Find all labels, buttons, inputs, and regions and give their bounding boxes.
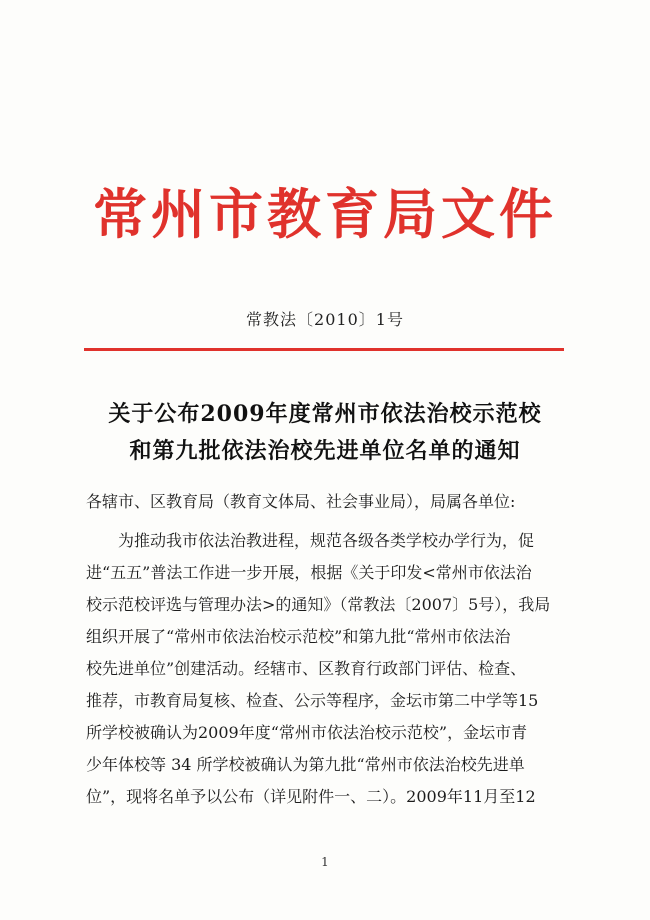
paragraph-line: 所学校被确认为2009年度“常州市依法治校示范校”，金坛市青	[86, 723, 528, 742]
paragraph-line: 少年体校等 34 所学校被确认为第九批“常州市依法治校先进单	[86, 755, 525, 774]
red-divider-line	[84, 348, 564, 351]
notice-title-line-2: 和第九批依法治校先进单位名单的通知	[129, 438, 521, 464]
paragraph-line: 推荐，市教育局复核、检查、公示等程序，金坛市第二中学等15	[86, 691, 539, 710]
paragraph-line: 进“五五”普法工作进一步开展，根据《关于印发<常州市依法治	[86, 563, 532, 582]
document-masthead: 常州市教育局文件	[93, 183, 557, 246]
salutation: 各辖市、区教育局（教育文体局、社会事业局），局属各单位:	[86, 492, 516, 511]
document-number: 常教法〔2010〕1号	[246, 310, 404, 329]
paragraph-line: 位”，现将名单予以公布（详见附件一、二）。2009年11月至12	[86, 787, 536, 806]
notice-title-line-1: 关于公布2009年度常州市依法治校示范校	[108, 401, 542, 427]
page-number: 1	[321, 855, 329, 869]
paragraph-line: 为推动我市依法治教进程，规范各级各类学校办学行为，促	[118, 531, 535, 550]
paragraph-line: 校示范校评选与管理办法>的通知》（常教法〔2007〕5号），我局	[86, 595, 551, 614]
body-paragraph	[86, 525, 566, 813]
paragraph-line: 校先进单位”创建活动。经辖市、区教育行政部门评估、检查、	[86, 659, 527, 678]
paragraph-line: 组织开展了“常州市依法治校示范校”和第九批“常州市依法治	[86, 627, 511, 646]
